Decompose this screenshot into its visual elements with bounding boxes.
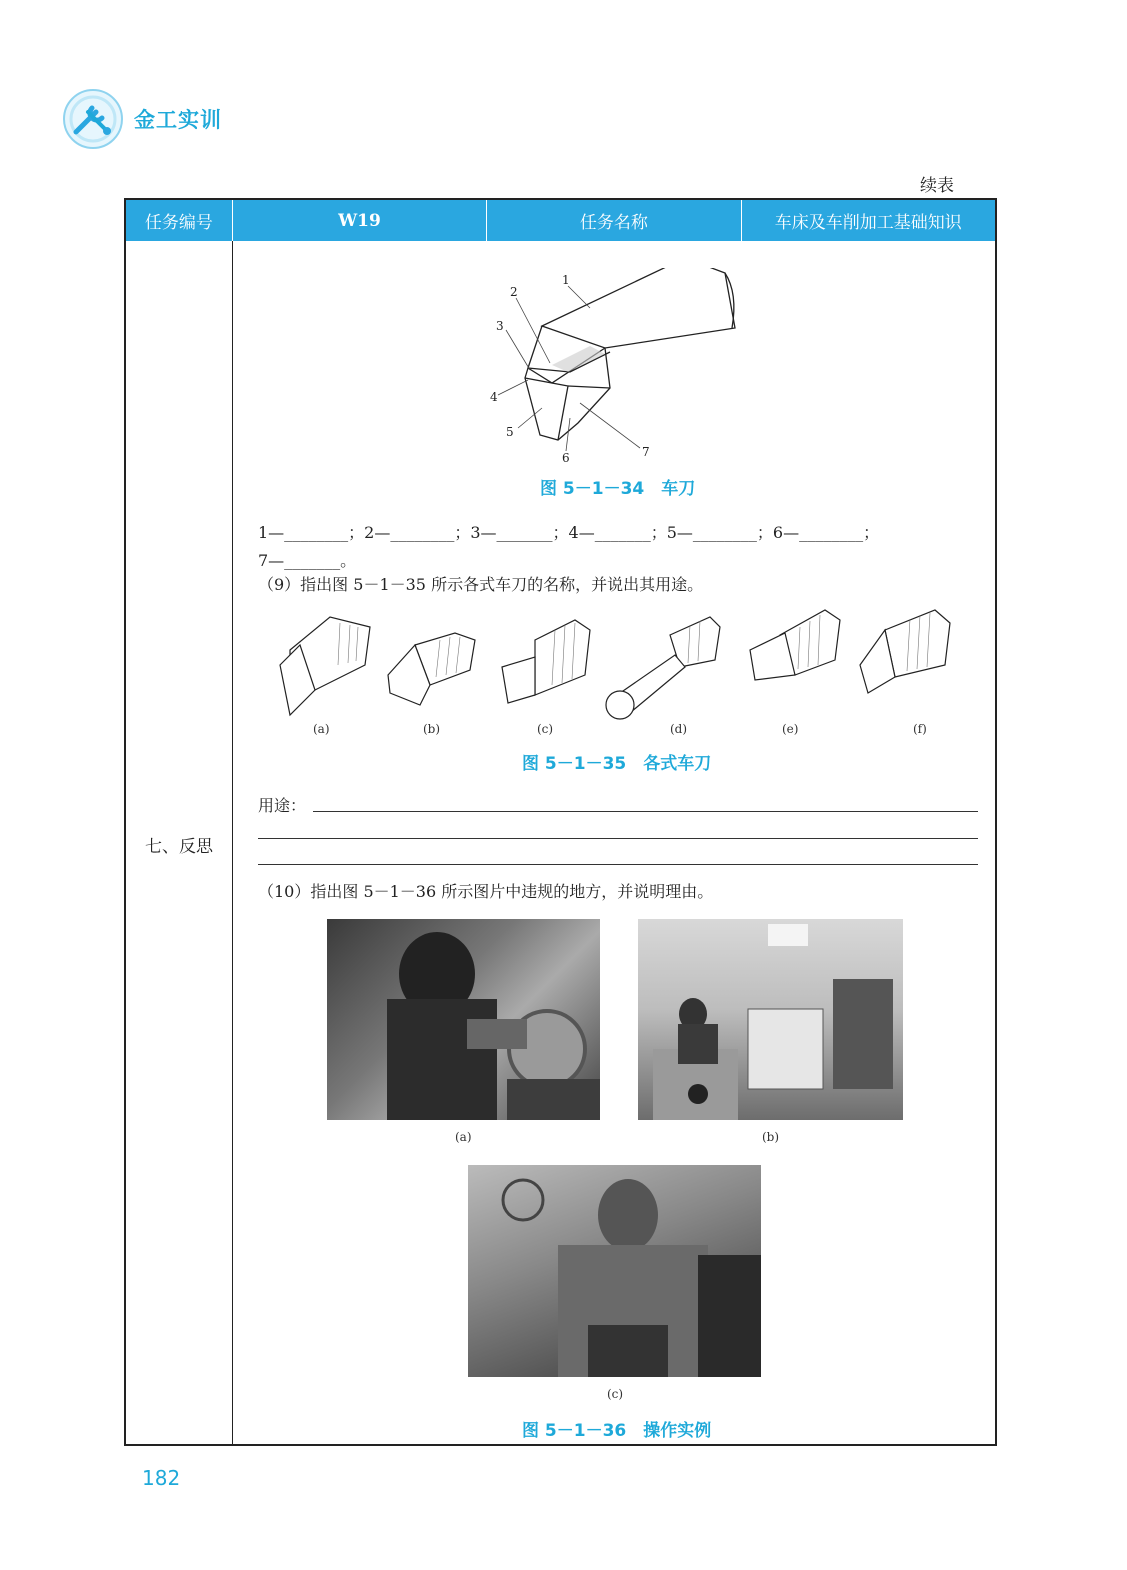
tool-b-label: (b)	[423, 722, 441, 736]
tool-c-label: (c)	[537, 722, 554, 736]
photo-a-label: (a)	[455, 1130, 472, 1144]
diagram-label-7: 7	[642, 445, 650, 459]
photo-c	[468, 1165, 761, 1377]
header-task-name-value: 车床及车削加工基础知识	[774, 213, 962, 233]
diagram-label-2: 2	[510, 285, 518, 299]
tool-e-label: (e)	[782, 722, 799, 736]
usage-label: 用途：	[258, 796, 307, 815]
various-tools-sketch	[270, 605, 960, 730]
q8-blank-line1: 1—________；2—________；3—_______；4—_______；5—________；6—________；	[258, 523, 880, 542]
page-number: 182	[142, 1466, 181, 1490]
diagram-label-1: 1	[562, 273, 570, 287]
q9-question: （9）指出图 5－1－35 所示各式车刀的名称，并说出其用途。	[258, 575, 704, 594]
q10-question: （10）指出图 5－1－36 所示图片中违规的地方，并说明理由。	[258, 882, 714, 901]
photo-c-label: (c)	[607, 1387, 624, 1401]
diagram-label-4: 4	[490, 390, 498, 404]
tool-d-label: (d)	[670, 722, 688, 736]
photo-c-scene	[468, 1165, 761, 1377]
header-task-name-label: 任务名称	[487, 200, 741, 241]
diagram-label-6: 6	[562, 451, 570, 465]
diagram-label-3: 3	[496, 319, 504, 333]
usage-line-2	[258, 838, 978, 839]
tool-a-label: (a)	[313, 722, 330, 736]
photo-b-scene	[638, 919, 903, 1120]
diagram-label-5: 5	[506, 425, 514, 439]
wrench-gear-logo-icon	[62, 88, 124, 150]
continued-label: 续表	[920, 176, 954, 196]
figure-36-caption: 图 5－1－36 操作实例	[522, 1421, 712, 1441]
usage-line-1	[313, 811, 978, 812]
q8-blank-line2: 7—_______。	[258, 551, 357, 570]
tool-f-label: (f)	[913, 722, 927, 736]
header-task-number-value: W19	[233, 200, 487, 241]
photo-a	[327, 919, 600, 1120]
photo-b	[638, 919, 903, 1120]
section-label: 七、反思	[145, 837, 213, 857]
figure-35-caption: 图 5－1－35 各式车刀	[522, 754, 712, 774]
turning-tool-diagram	[480, 268, 760, 468]
photo-a-scene	[327, 919, 600, 1120]
usage-line-3	[258, 864, 978, 865]
table-header-row	[126, 200, 995, 241]
header-task-number-label: 任务编号	[126, 200, 233, 241]
figure-34-caption: 图 5－1－34 车刀	[540, 479, 696, 499]
photo-b-label: (b)	[762, 1130, 780, 1144]
column-divider	[232, 241, 233, 1446]
book-title: 金工实训	[134, 108, 222, 132]
